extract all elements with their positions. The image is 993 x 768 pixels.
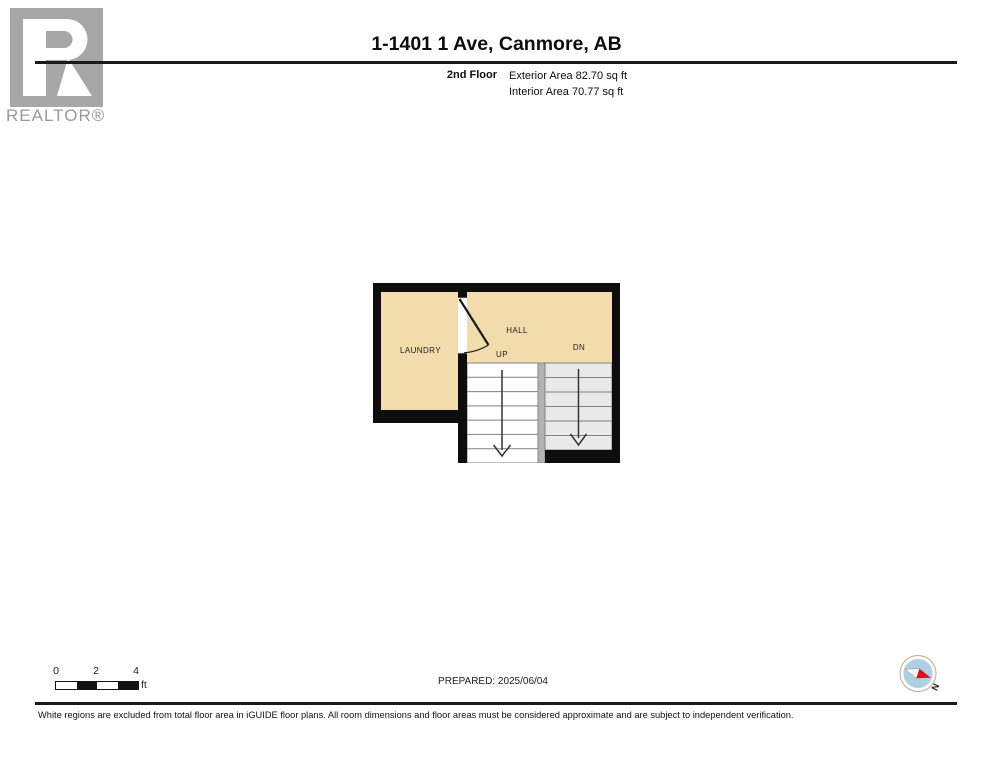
interior-area: Interior Area 70.77 sq ft — [509, 85, 624, 98]
floor-plan-drawing — [373, 283, 620, 463]
room-label-laundry: LAUNDRY — [400, 346, 441, 355]
prepared-date: PREPARED: 2025/06/04 — [438, 676, 548, 687]
page-title: 1-1401 1 Ave, Canmore, AB — [371, 33, 622, 55]
stair-divider — [538, 363, 545, 463]
stairs-label-up: UP — [496, 350, 508, 359]
hall-fill — [467, 292, 612, 363]
header-divider — [35, 61, 957, 64]
stairs-label-dn: DN — [572, 343, 586, 352]
realtor-wordmark: REALTOR® — [6, 106, 106, 125]
disclaimer-text: White regions are excluded from total floor area in iGUIDE floor plans. All room dimensions and floor areas must be considered approximate and are subject to independent verification. — [38, 710, 794, 720]
footer-divider — [35, 702, 957, 705]
scale-bar-segments — [55, 681, 139, 690]
exterior-area: Exterior Area 82.70 sq ft — [509, 70, 628, 82]
scale-tick-4: 4 — [133, 665, 139, 677]
room-label-hall: HALL — [506, 326, 528, 335]
area-summary — [509, 69, 627, 100]
compass-north-label: N — [929, 681, 942, 693]
scale-tick-2: 2 — [93, 665, 99, 677]
realtor-logo-icon — [10, 8, 103, 107]
scale-unit: ft — [141, 679, 147, 691]
floor-label: 2nd Floor — [446, 69, 497, 81]
scale-tick-0: 0 — [53, 665, 59, 677]
